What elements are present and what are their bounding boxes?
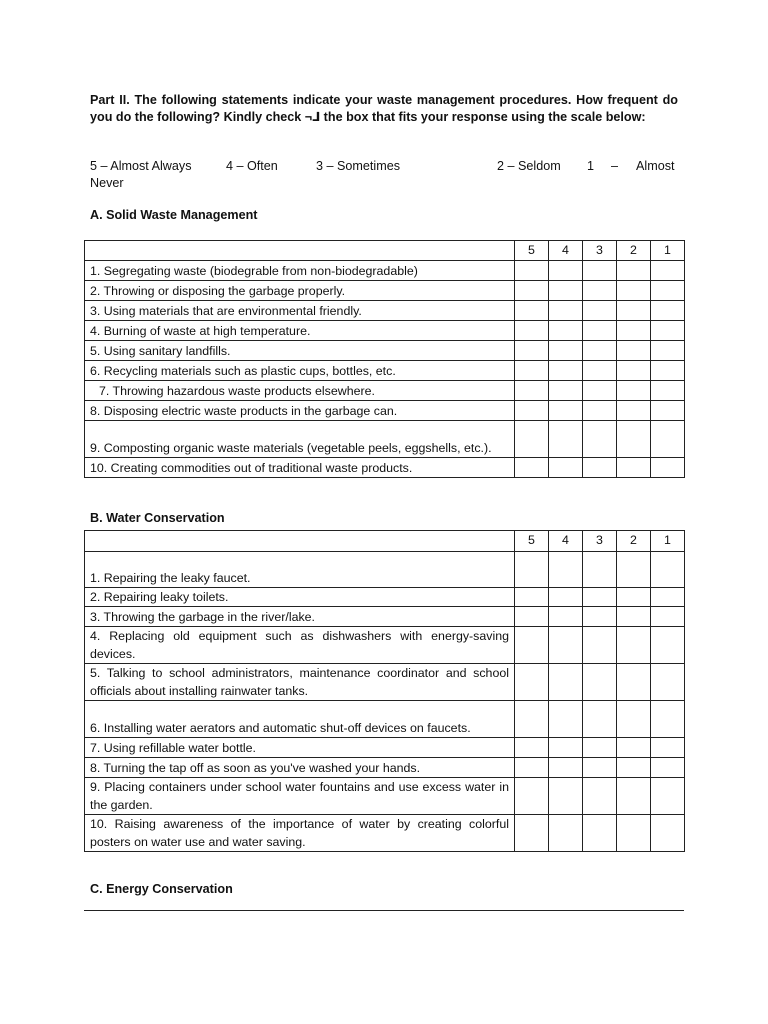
rating-checkbox-4[interactable] (549, 552, 583, 588)
table-header-row (85, 241, 685, 261)
table-row (85, 381, 685, 401)
section-title-water-conservation: B. Water Conservation (90, 511, 225, 525)
table-row (85, 778, 685, 815)
statement-text: 7. Using refillable water bottle. (85, 738, 515, 758)
rating-checkbox-4[interactable] (549, 281, 583, 301)
rating-checkbox-4[interactable] (549, 261, 583, 281)
table-row (85, 361, 685, 381)
scale-seldom: 2 – Seldom (497, 159, 561, 173)
rating-checkbox-4[interactable] (549, 401, 583, 421)
rating-checkbox-5[interactable] (515, 301, 549, 321)
rating-checkbox-1[interactable] (651, 627, 685, 664)
statement-text: 4. Replacing old equipment such as dishwashers with energy-saving devices. (85, 627, 515, 664)
statement-text: 4. Burning of waste at high temperature. (85, 321, 515, 341)
rating-checkbox-4[interactable] (549, 815, 583, 852)
rating-checkbox-5[interactable] (515, 701, 549, 738)
scale-almost-never-dash: – (611, 159, 619, 173)
rating-checkbox-1[interactable] (651, 738, 685, 758)
rating-checkbox-3[interactable] (583, 361, 617, 381)
rating-checkbox-5[interactable] (515, 401, 549, 421)
rating-checkbox-2[interactable] (617, 301, 651, 321)
scale-almost-never-word-2: Never (90, 176, 124, 190)
solid-waste-table (84, 240, 685, 478)
rating-checkbox-3[interactable] (583, 458, 617, 478)
rating-checkbox-2[interactable] (617, 281, 651, 301)
statement-header-cell (85, 241, 515, 261)
table-row (85, 458, 685, 478)
table-row (85, 261, 685, 281)
rating-checkbox-3[interactable] (583, 627, 617, 664)
table-header-row (85, 531, 685, 552)
rating-checkbox-1[interactable] (651, 281, 685, 301)
rating-checkbox-1[interactable] (651, 361, 685, 381)
rating-checkbox-1[interactable] (651, 664, 685, 701)
rating-checkbox-3[interactable] (583, 607, 617, 627)
rating-checkbox-5[interactable] (515, 627, 549, 664)
column-header-3: 3 (583, 531, 617, 552)
section-title-energy-conservation: C. Energy Conservation (90, 882, 233, 896)
column-header-3: 3 (583, 241, 617, 261)
rating-checkbox-4[interactable] (549, 321, 583, 341)
rating-checkbox-3[interactable] (583, 738, 617, 758)
rating-checkbox-5[interactable] (515, 552, 549, 588)
rating-checkbox-4[interactable] (549, 738, 583, 758)
rating-checkbox-5[interactable] (515, 361, 549, 381)
rating-checkbox-4[interactable] (549, 701, 583, 738)
table-row (85, 758, 685, 778)
rating-checkbox-4[interactable] (549, 778, 583, 815)
column-header-4: 4 (549, 531, 583, 552)
rating-checkbox-2[interactable] (617, 701, 651, 738)
rating-checkbox-2[interactable] (617, 321, 651, 341)
table-row (85, 421, 685, 458)
rating-checkbox-4[interactable] (549, 341, 583, 361)
rating-checkbox-2[interactable] (617, 815, 651, 852)
rating-checkbox-4[interactable] (549, 588, 583, 607)
rating-checkbox-4[interactable] (549, 381, 583, 401)
rating-checkbox-5[interactable] (515, 458, 549, 478)
rating-checkbox-3[interactable] (583, 341, 617, 361)
rating-checkbox-2[interactable] (617, 341, 651, 361)
rating-checkbox-2[interactable] (617, 261, 651, 281)
rating-checkbox-4[interactable] (549, 758, 583, 778)
rating-checkbox-3[interactable] (583, 401, 617, 421)
table-row (85, 738, 685, 758)
statement-header-cell (85, 531, 515, 552)
table-row (85, 607, 685, 627)
statement-text: 6. Recycling materials such as plastic cups, bottles, etc. (85, 361, 515, 381)
rating-checkbox-2[interactable] (617, 361, 651, 381)
table-row (85, 321, 685, 341)
rating-checkbox-1[interactable] (651, 778, 685, 815)
rating-checkbox-5[interactable] (515, 738, 549, 758)
rating-checkbox-5[interactable] (515, 778, 549, 815)
rating-checkbox-1[interactable] (651, 421, 685, 458)
rating-checkbox-1[interactable] (651, 701, 685, 738)
rating-checkbox-2[interactable] (617, 758, 651, 778)
rating-checkbox-1[interactable] (651, 815, 685, 852)
statement-text: 7. Throwing hazardous waste products elsewhere. (85, 381, 515, 401)
column-header-4: 4 (549, 241, 583, 261)
rating-checkbox-3[interactable] (583, 664, 617, 701)
rating-checkbox-3[interactable] (583, 261, 617, 281)
rating-checkbox-3[interactable] (583, 588, 617, 607)
intro-instructions: Part II. The following statements indicate your waste management procedures. How frequent do you do the following? Kindly check ¬⅃ the box that fits your response using the scale below: (90, 93, 678, 124)
rating-checkbox-3[interactable] (583, 381, 617, 401)
table-top-border (84, 910, 684, 911)
rating-checkbox-3[interactable] (583, 778, 617, 815)
rating-checkbox-4[interactable] (549, 627, 583, 664)
table-row (85, 664, 685, 701)
rating-checkbox-1[interactable] (651, 381, 685, 401)
rating-checkbox-2[interactable] (617, 664, 651, 701)
statement-text: 5. Using sanitary landfills. (85, 341, 515, 361)
table-row (85, 552, 685, 588)
column-header-1: 1 (651, 241, 685, 261)
statement-text: 9. Composting organic waste materials (vegetable peels, eggshells, etc.). (85, 421, 515, 458)
statement-text: 3. Throwing the garbage in the river/lake. (85, 607, 515, 627)
statement-text: 9. Placing containers under school water fountains and use excess water in the garden. (85, 778, 515, 815)
rating-checkbox-2[interactable] (617, 421, 651, 458)
rating-scale-legend (90, 158, 680, 194)
rating-checkbox-1[interactable] (651, 758, 685, 778)
table-row (85, 401, 685, 421)
column-header-5: 5 (515, 241, 549, 261)
table-row (85, 301, 685, 321)
rating-checkbox-5[interactable] (515, 588, 549, 607)
rating-checkbox-5[interactable] (515, 607, 549, 627)
table-row (85, 281, 685, 301)
rating-checkbox-5[interactable] (515, 381, 549, 401)
rating-checkbox-5[interactable] (515, 281, 549, 301)
statement-text: 2. Repairing leaky toilets. (85, 588, 515, 607)
column-header-5: 5 (515, 531, 549, 552)
rating-checkbox-1[interactable] (651, 261, 685, 281)
statement-text: 2. Throwing or disposing the garbage properly. (85, 281, 515, 301)
rating-checkbox-1[interactable] (651, 588, 685, 607)
rating-checkbox-1[interactable] (651, 341, 685, 361)
rating-checkbox-2[interactable] (617, 401, 651, 421)
rating-checkbox-2[interactable] (617, 552, 651, 588)
rating-checkbox-1[interactable] (651, 401, 685, 421)
rating-checkbox-1[interactable] (651, 321, 685, 341)
statement-text: 3. Using materials that are environmental friendly. (85, 301, 515, 321)
table-row (85, 627, 685, 664)
rating-checkbox-3[interactable] (583, 758, 617, 778)
rating-checkbox-4[interactable] (549, 361, 583, 381)
rating-checkbox-3[interactable] (583, 421, 617, 458)
rating-checkbox-5[interactable] (515, 421, 549, 458)
rating-checkbox-3[interactable] (583, 701, 617, 738)
rating-checkbox-4[interactable] (549, 458, 583, 478)
statement-text: 10. Raising awareness of the importance of water by creating colorful posters on water use and water saving. (85, 815, 515, 852)
statement-text: 1. Segregating waste (biodegrable from non-biodegradable) (85, 261, 515, 281)
rating-checkbox-5[interactable] (515, 664, 549, 701)
rating-checkbox-4[interactable] (549, 664, 583, 701)
rating-checkbox-5[interactable] (515, 758, 549, 778)
rating-checkbox-3[interactable] (583, 815, 617, 852)
rating-checkbox-4[interactable] (549, 301, 583, 321)
section-title-solid-waste: A. Solid Waste Management (90, 208, 258, 222)
rating-checkbox-2[interactable] (617, 458, 651, 478)
rating-checkbox-2[interactable] (617, 588, 651, 607)
water-conservation-table (84, 530, 685, 852)
rating-checkbox-3[interactable] (583, 301, 617, 321)
scale-almost-never-word: Almost (636, 159, 675, 173)
rating-checkbox-5[interactable] (515, 815, 549, 852)
scale-sometimes: 3 – Sometimes (316, 159, 400, 173)
rating-checkbox-1[interactable] (651, 458, 685, 478)
statement-text: 8. Turning the tap off as soon as you've washed your hands. (85, 758, 515, 778)
column-header-2: 2 (617, 241, 651, 261)
column-header-1: 1 (651, 531, 685, 552)
statement-text: 1. Repairing the leaky faucet. (85, 552, 515, 588)
scale-almost-always: 5 – Almost Always (90, 159, 192, 173)
column-header-2: 2 (617, 531, 651, 552)
rating-checkbox-4[interactable] (549, 421, 583, 458)
statement-text: 5. Talking to school administrators, maintenance coordinator and school officials about installing rainwater tanks. (85, 664, 515, 701)
scale-often: 4 – Often (226, 159, 278, 173)
statement-text: 6. Installing water aerators and automatic shut-off devices on faucets. (85, 701, 515, 738)
rating-checkbox-2[interactable] (617, 738, 651, 758)
rating-checkbox-3[interactable] (583, 321, 617, 341)
rating-checkbox-2[interactable] (617, 381, 651, 401)
rating-checkbox-2[interactable] (617, 627, 651, 664)
scale-almost-never-number: 1 (587, 159, 595, 173)
rating-checkbox-1[interactable] (651, 301, 685, 321)
statement-text: 10. Creating commodities out of traditional waste products. (85, 458, 515, 478)
rating-checkbox-5[interactable] (515, 321, 549, 341)
statement-text: 8. Disposing electric waste products in the garbage can. (85, 401, 515, 421)
rating-checkbox-4[interactable] (549, 607, 583, 627)
rating-checkbox-5[interactable] (515, 261, 549, 281)
table-row (85, 815, 685, 852)
rating-checkbox-5[interactable] (515, 341, 549, 361)
rating-checkbox-2[interactable] (617, 778, 651, 815)
table-row (85, 341, 685, 361)
rating-checkbox-3[interactable] (583, 281, 617, 301)
table-row (85, 701, 685, 738)
rating-checkbox-1[interactable] (651, 607, 685, 627)
rating-checkbox-3[interactable] (583, 552, 617, 588)
table-row (85, 588, 685, 607)
rating-checkbox-1[interactable] (651, 552, 685, 588)
rating-checkbox-2[interactable] (617, 607, 651, 627)
